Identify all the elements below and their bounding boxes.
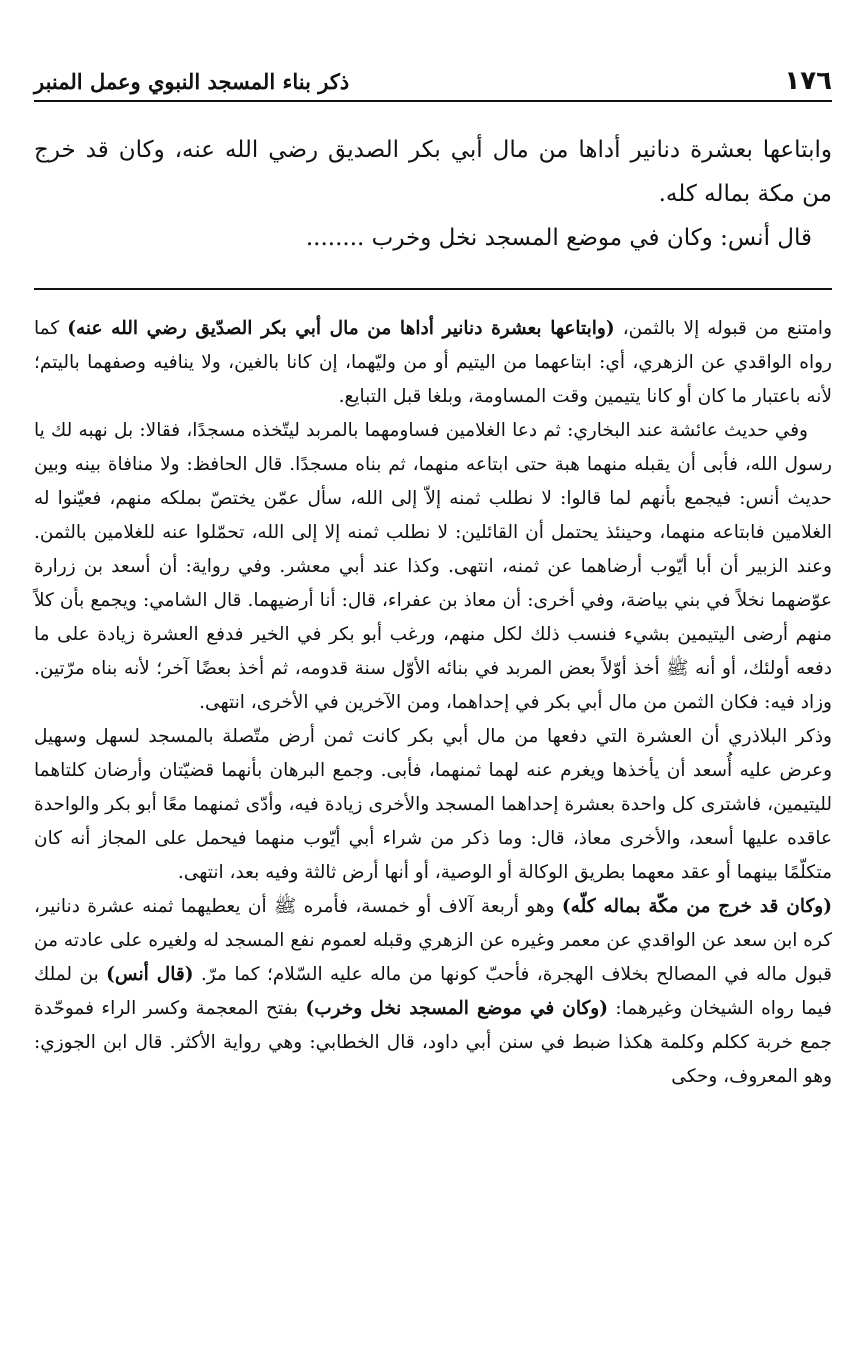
chapter-title: ذكر بناء المسجد النبوي وعمل المنبر	[34, 68, 350, 94]
quoted-matn: (قال أنس)	[106, 964, 194, 985]
quoted-matn: (وكان قد خرج من مكّة بماله كلّه)	[561, 896, 832, 917]
commentary-paragraph	[34, 890, 832, 1094]
commentary-paragraph: وفي حديث عائشة عند البخاري: ثم دعا الغلامين فساومهما بالمربد ليتّخذه مسجدًا، فقالا: بل نهبه لك يا رسول الله، فأبى أن يقبله منهما هبة حتى ابتاعه منهما، ثم بناه مسجدًا. قال الحافظ: ولا منافاة بينه وبين حديث أنس: فيجمع بأنهم لما قالوا: لا نطلب ثمنه إلاّ إلى الله، سأل عمّن يختصّ بملكه منهم، فعيّنوا له الغلامين فابتاعه منهما، وحينئذ يحتمل أن القائلين: لا نطلب ثمنه إلا إلى الله، تحمّلوا عنه للغلامين بالثمن. وعند الزبير أن أبا أيّوب أرضاهما عن ثمنه، انتهى. وكذا عند أبي معشر. وفي رواية: أن أسعد بن زرارة عوّضهما نخلاً في بني بياضة، وفي أخرى: أن معاذ بن عفراء، قال: أنا أرضيهما. قال الشامي: ويجمع بأن كلاً منهم أرضى اليتيمين بشيء فنسب ذلك لكل منهم، ورغب أبو بكر في الخير فدفع العشرة زيادة على ما دفعه أولئك، أو أنه ﷺ أخذ أوّلاً بعض المربد في بنائه الأوّل سنة قدومه، ثم أخذ بعضًا آخر؛ لأنه بناه مرّتين. وزاد فيه: فكان الثمن من مال أبي بكر في إحداهما، ومن الآخرين في الأخرى، انتهى.	[34, 420, 832, 713]
main-text	[34, 128, 832, 260]
commentary-text-run: بفتح المعجمة وكسر الراء فموحّدة جمع خربة ككلم وكلمة هكذا ضبط في سنن أبي داود، قال الخطابي: وهي رواية الأكثر. قال ابن الجوزي: وهو المعروف، وحكى	[34, 998, 832, 1087]
main-text-paragraph: وابتاعها بعشرة دنانير أداها من مال أبي بكر الصديق رضي الله عنه، وكان قد خرج من مكة بماله كله.	[34, 137, 832, 207]
commentary-text-run: بن لملك فيما رواه الشيخان وغيرهما:	[34, 964, 832, 1019]
commentary-text-run: كما رواه الواقدي عن الزهري، أي: ابتاعهما من اليتيم أو من وليّهما، إن كانا بالغين، ولا ينافيه وصفهما باليتم؛ لأنه باعتبار ما كان أو كانا يتيمين وقت المساومة، وبلغا قبل التبايع.	[34, 318, 832, 407]
commentary-text	[34, 312, 832, 1094]
main-text-quote: قال أنس: وكان في موضع المسجد نخل وخرب	[371, 225, 812, 251]
page-number: ١٧٦	[784, 66, 832, 96]
commentary-text-run: وهو أربعة آلاف أو خمسة، فأمره ﷺ أن يعطيهما ثمنه عشرة دنانير، كره ابن سعد عن الواقدي عن معمر وغيره عن الزهري وقبله لعموم نفع المسجد له ولغيره على عادته من قبول ماله في المصالح بخلاف الهجرة، فأحبّ كونها من ماله عليه السّلام؛ كما مرّ.	[34, 896, 832, 985]
quoted-matn: (وابتاعها بعشرة دنانير أداها من مال أبي بكر الصدّيق رضي الله عنه)	[67, 318, 615, 339]
ellipsis-dots: ........	[305, 225, 365, 251]
commentary-paragraph: وذكر البلاذري أن العشرة التي دفعها من مال أبي بكر كانت ثمن أرض متّصلة بالمسجد لسهل وسهيل وعرض عليه أُسعد أن يأخذها ويغرم عنه لهما ثمنهما، فأبى. وجمع البرهان بأنهما قضيّتان وأرضان كلتاهما لليتيمين، فاشترى كل واحدة بعشرة إحداهما المسجد والأخرى زيادة فيه، وأدّى ثمنهما معًا أبو بكر والواحدة عاقده عليها أسعد، والأخرى معاذ، قال: وما ذكر من شراء أبي أيّوب منهما فيحمل على المجاز أنه كان متكلّمًا بينهما أو عقد معهما بطريق الوكالة أو الوصية، أو أنها أرض ثالثة وفيه بعد، انتهى.	[34, 726, 832, 883]
running-header	[34, 62, 832, 102]
commentary-text-run: وامتنع من قبوله إلا بالثمن،	[614, 318, 832, 339]
separator-line	[34, 288, 832, 290]
main-text-paragraph	[34, 216, 832, 260]
commentary-paragraph	[34, 312, 832, 414]
quoted-matn: (وكان في موضع المسجد نخل وخرب)	[305, 998, 608, 1019]
